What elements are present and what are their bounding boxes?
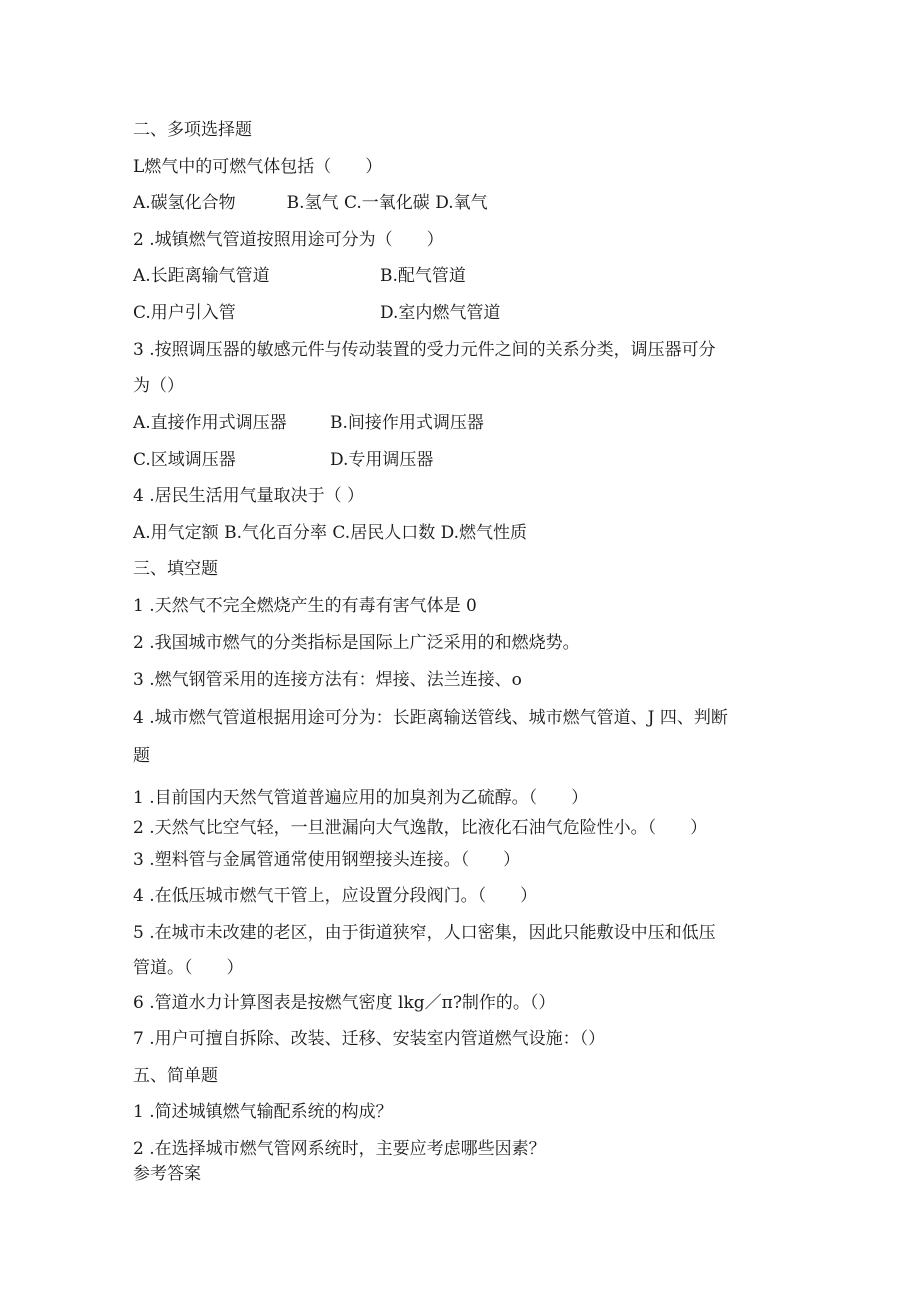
true-false-7: 7 .用户可擅自拆除、改装、迁移、安装室内管道燃气设施：（） [133,1029,606,1049]
section-title-short-answer: 五、简单题 [133,1066,218,1086]
question-2-option-d: D.室内燃气管道 [380,303,501,323]
short-answer-2: 2 .在选择城市燃气管网系统时，主要应考虑哪些因素？ [133,1139,546,1159]
true-false-1: 1 .目前国内天然气管道普遍应用的加臭剂为乙硫醇。（ ） [133,788,589,808]
true-false-2: 2 .天然气比空气轻，一旦泄漏向大气逸散，比液化石油气危险性小。（ ） [133,818,708,838]
section-title-multiple-choice: 二、多项选择题 [133,120,252,140]
section-title-fill-blank: 三、填空题 [133,559,218,579]
question-3-option-b: B.间接作用式调压器 [330,413,484,433]
true-false-5-continued: 管道。（ ） [133,958,244,978]
fill-blank-4: 4 .城市燃气管道根据用途可分为：长距离输送管线、城市燃气管道、J 四、判断 [133,708,728,728]
true-false-4: 4 .在低压城市燃气干管上，应设置分段阀门。（ ） [133,886,538,906]
question-1-stem: L燃气中的可燃气体包括（ ） [133,157,383,177]
fill-blank-4-continued: 题 [133,746,150,766]
question-4-options: A.用气定额 B.气化百分率 C.居民人口数 D.燃气性质 [133,523,528,543]
question-2-option-a: A.长距离输气管道 [133,266,270,286]
question-2-option-b: B.配气管道 [380,266,466,286]
question-3-stem-line1: 3 .按照调压器的敏感元件与传动装置的受力元件之间的关系分类，调压器可分 [133,340,716,360]
answers-title: 参考答案 [133,1164,201,1184]
fill-blank-1: 1 .天然气不完全燃烧产生的有毒有害气体是 0 [133,596,477,616]
true-false-3: 3 .塑料管与金属管通常使用钢塑接头连接。（ ） [133,850,521,870]
question-1-options: A.碳氢化合物 B.氢气 C.一氧化碳 D.氧气 [133,193,488,213]
question-3-option-c: C.区域调压器 [133,450,236,470]
question-2-option-c: C.用户引入管 [133,303,236,323]
question-2-stem: 2 .城镇燃气管道按照用途可分为（ ） [133,230,444,250]
question-3-stem-line2: 为（） [133,376,184,396]
question-4-stem: 4 .居民生活用气量取决于（ ） [133,486,365,506]
fill-blank-2: 2 .我国城市燃气的分类指标是国际上广泛采用的和燃烧势。 [133,633,580,653]
fill-blank-3: 3 .燃气钢管采用的连接方法有：焊接、法兰连接、o [133,670,522,690]
question-3-option-a: A.直接作用式调压器 [133,413,287,433]
true-false-6: 6 .管道水力计算图表是按燃气密度 lkg／π?制作的。（） [133,993,556,1013]
question-3-option-d: D.专用调压器 [330,450,434,470]
true-false-5: 5 .在城市未改建的老区，由于街道狭窄，人口密集，因此只能敷设中压和低压 [133,923,716,943]
short-answer-1: 1 .简述城镇燃气输配系统的构成？ [133,1102,393,1122]
